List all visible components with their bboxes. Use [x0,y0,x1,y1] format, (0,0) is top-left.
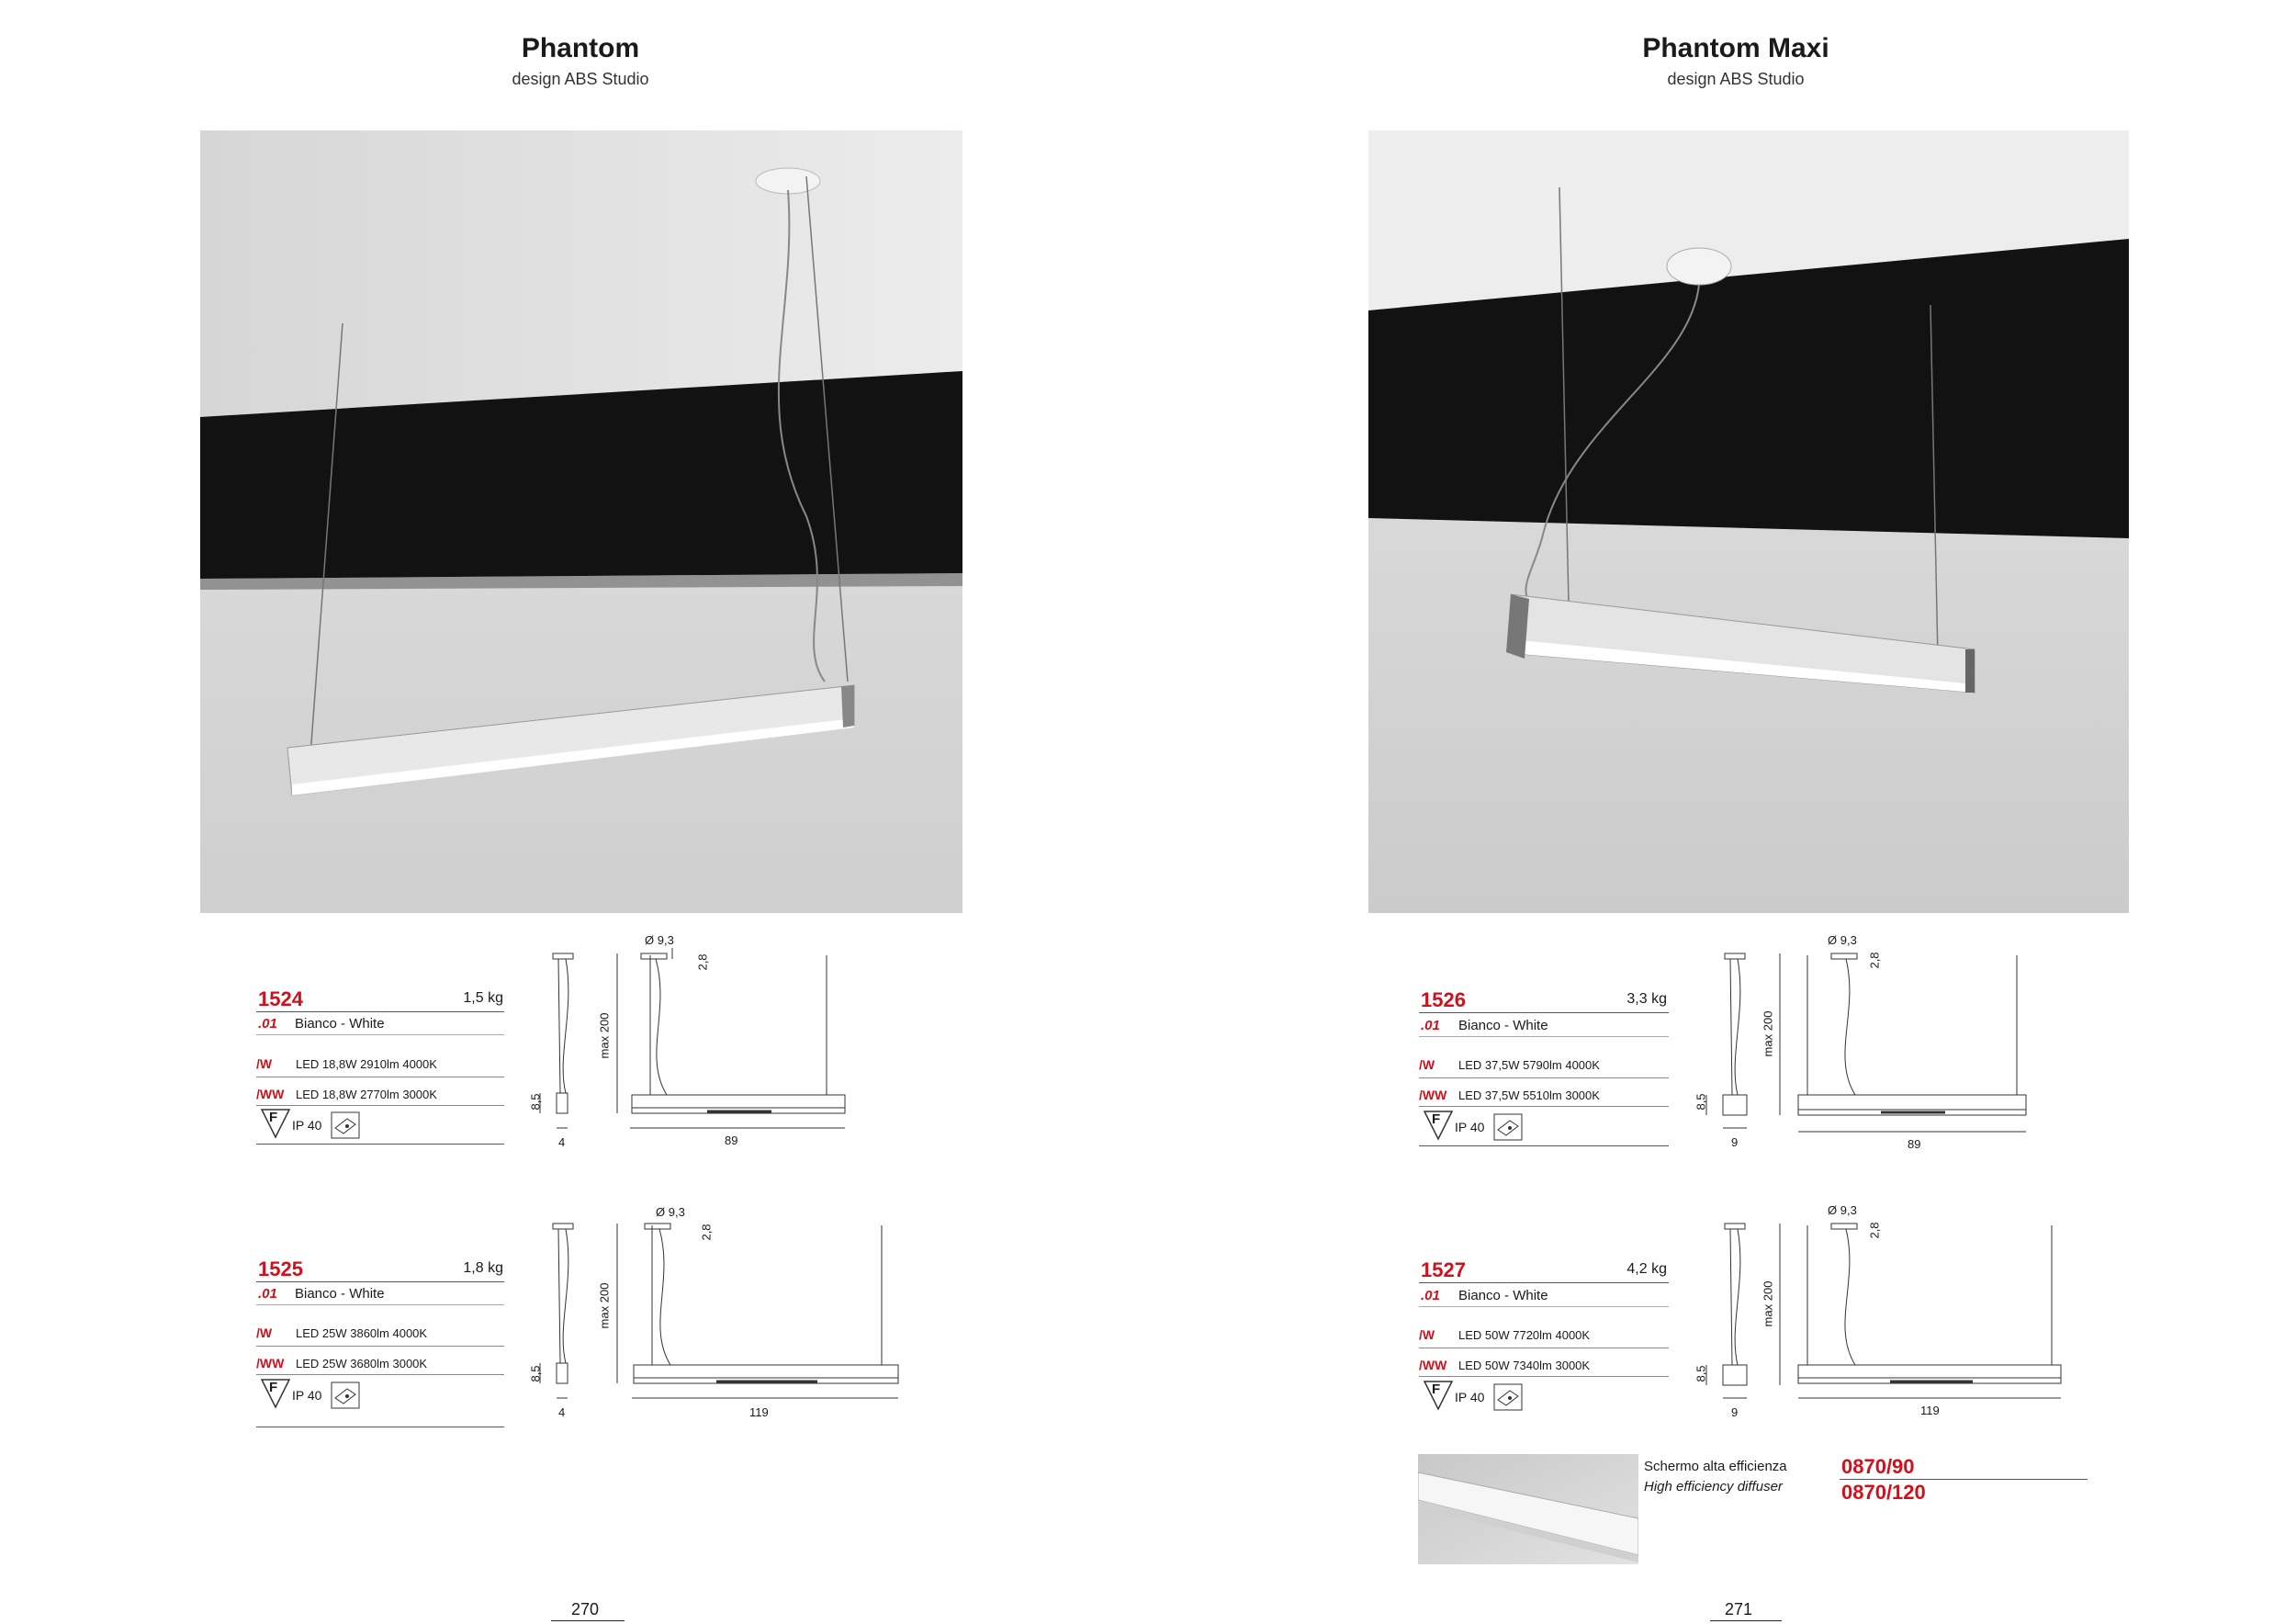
dim-side-h: 8,5 [1694,1365,1708,1382]
dim-length: 89 [725,1133,738,1147]
phantom-photo [200,130,962,913]
dim-length: 89 [1908,1137,1921,1151]
dim-height: 2,8 [695,953,710,971]
energy-class-label: F [269,1110,278,1125]
variant-desc: LED 50W 7340lm 3000K [1458,1359,1591,1372]
product-code: 1524 [258,987,303,1010]
variant-code: /W [1419,1327,1435,1342]
divider [1419,1077,1669,1078]
variant-desc: LED 25W 3680lm 3000K [296,1357,428,1370]
variant-desc: LED 18,8W 2910lm 4000K [296,1057,437,1071]
finish-label: Bianco - White [295,1286,385,1302]
divider [256,1105,504,1106]
variant-code: /W [256,1056,273,1071]
ip-rating: IP 40 [1455,1390,1485,1404]
accessory-label-it: Schermo alta efficienza [1644,1459,1787,1474]
accessory-label-en: High efficiency diffuser [1644,1479,1783,1494]
ip-rating: IP 40 [292,1118,322,1133]
finish-code: .01 [258,1016,277,1032]
left-page-subtitle: design ABS Studio [512,70,649,88]
accessory-code: 0870/120 [1841,1481,1926,1504]
installation-icon [331,1111,360,1139]
dim-height: 2,8 [1867,1222,1882,1239]
accessory-code: 0870/90 [1841,1455,1915,1478]
dim-diameter: Ø 9,3 [1828,933,1857,947]
page-number-rule [551,1620,625,1621]
product-code: 1526 [1421,988,1466,1011]
dim-side-w: 4 [558,1135,566,1149]
dim-max: max 200 [597,1012,612,1059]
dim-side-w: 4 [558,1405,566,1419]
right-page-subtitle: design ABS Studio [1667,70,1805,88]
finish-label: Bianco - White [1458,1018,1548,1033]
product-weight: 4,2 kg [1626,1261,1667,1277]
left-page-title: Phantom [521,33,640,63]
divider [256,1144,504,1145]
variant-code: /W [1419,1057,1435,1072]
dim-side-w: 9 [1731,1135,1739,1149]
product-code: 1527 [1421,1258,1466,1281]
energy-class-label: F [1432,1382,1441,1397]
energy-class-label: F [1432,1111,1441,1127]
divider [256,1374,504,1375]
variant-code: /W [256,1325,273,1340]
variant-code: /WW [1419,1358,1447,1372]
dim-max: max 200 [1761,1280,1775,1327]
installation-icon [1493,1113,1523,1141]
divider [256,1346,504,1347]
variant-code: /WW [1419,1088,1447,1102]
dim-diameter: Ø 9,3 [645,933,674,947]
technical-drawing [1697,1198,2083,1427]
variant-desc: LED 37,5W 5510lm 3000K [1458,1088,1600,1102]
divider [256,1011,504,1012]
product-weight: 3,3 kg [1626,991,1667,1007]
ip-rating: IP 40 [1455,1120,1485,1134]
dim-diameter: Ø 9,3 [656,1205,685,1219]
divider [1419,1306,1669,1307]
variant-code: /WW [256,1087,285,1101]
finish-label: Bianco - White [1458,1288,1548,1303]
divider [1419,1282,1669,1283]
variant-desc: LED 50W 7720lm 4000K [1458,1328,1591,1342]
product-code: 1525 [258,1257,303,1280]
finish-label: Bianco - White [295,1016,385,1032]
diffuser-photo [1418,1454,1638,1564]
divider [256,1281,504,1282]
right-page-title: Phantom Maxi [1642,33,1829,63]
dim-length: 119 [749,1405,769,1419]
technical-drawing [533,1198,918,1427]
product-weight: 1,8 kg [463,1260,503,1276]
finish-code: .01 [258,1286,277,1302]
divider [256,1304,504,1305]
dim-side-h: 8,5 [528,1093,543,1111]
page-number-rule [1710,1620,1782,1621]
dim-height: 2,8 [1867,952,1882,969]
dim-side-h: 8,5 [528,1365,543,1382]
divider [256,1034,504,1035]
divider [1419,1376,1669,1377]
page-number: 270 [571,1600,600,1618]
installation-icon [1493,1383,1523,1411]
phantom-maxi-photo [1368,130,2129,913]
dim-side-h: 8,5 [1694,1093,1708,1111]
energy-class-label: F [269,1380,278,1395]
divider [1840,1479,2088,1480]
divider [1419,1106,1669,1107]
divider [1419,1012,1669,1013]
dim-length: 119 [1920,1404,1940,1417]
page-number: 271 [1725,1600,1753,1618]
dim-diameter: Ø 9,3 [1828,1203,1857,1217]
dim-max: max 200 [1761,1010,1775,1057]
product-weight: 1,5 kg [463,990,503,1006]
installation-icon [331,1382,360,1409]
finish-code: .01 [1421,1288,1440,1303]
dim-height: 2,8 [699,1224,714,1241]
divider [1419,1145,1669,1146]
dim-max: max 200 [597,1282,612,1329]
ip-rating: IP 40 [292,1388,322,1403]
variant-desc: LED 18,8W 2770lm 3000K [296,1088,437,1101]
variant-code: /WW [256,1356,285,1370]
divider [1419,1036,1669,1037]
variant-desc: LED 37,5W 5790lm 4000K [1458,1058,1600,1072]
dim-side-w: 9 [1731,1405,1739,1419]
finish-code: .01 [1421,1018,1440,1033]
variant-desc: LED 25W 3860lm 4000K [296,1326,428,1340]
